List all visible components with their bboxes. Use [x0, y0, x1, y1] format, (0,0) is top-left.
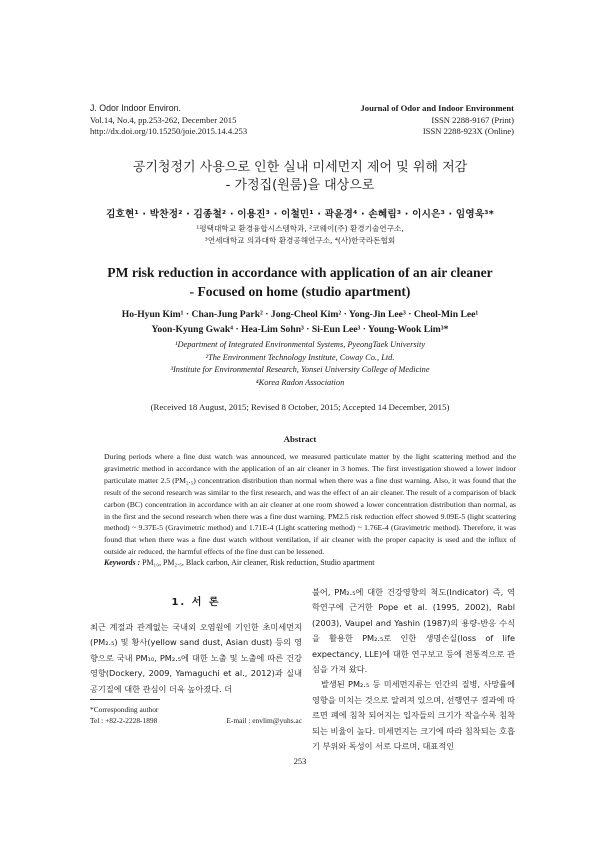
- english-authors-line2: Yoon-Kyung Gwak⁴ · Hea-Lim Sohn³ · Si-Eun Lee³ · Young-Wook Lim³*: [151, 324, 449, 335]
- corresponding-author-label: *Corresponding author: [90, 705, 159, 714]
- korean-affil-line2: ³연세대학교 의과대학 환경공해연구소, ⁴(사)한국라돈협회: [204, 236, 396, 245]
- korean-affil-line1: ¹평택대학교 환경융합시스템학과, ²코웨이(주) 환경기술연구소,: [196, 224, 404, 233]
- received-dates: (Received 18 August, 2015; Revised 8 October, 2015; Accepted 14 December, 2015): [150, 402, 450, 412]
- footnote: [90, 704, 302, 726]
- issn-print: ISSN 2288-9167 (Print): [431, 114, 514, 125]
- keywords-list: PM₁₀, PM₂.₅, Black carbon, Air cleaner, Risk reduction, Studio apartment: [142, 558, 375, 567]
- journal-full-name: Journal of Odor and Indoor Environment: [360, 103, 514, 113]
- english-authors: [0, 307, 600, 337]
- english-affil-2: ²The Environment Technology Institute, Coway Co., Ltd.: [205, 352, 395, 362]
- intro-left-paragraph: 최근 계절과 관계없는 국내외 오염원에 기인한 초미세먼지(PM₂.₅) 및 황사(yellow sand dust, Asian dust) 등의 영향으로 국내 PM₁₀, PM₂.₅에 대한 노출 및 노출에 따른 건강영향(Dockery, 2009, Yamaguchi et al., 2012)과 실내공기질에 대한 관심이 더욱 높아졌다. 더: [90, 622, 302, 694]
- corresponding-email[interactable]: E-mail : envlim@yuhs.ac: [226, 716, 302, 725]
- abstract-text: During periods where a fine dust watch was announced, we measured particulate matter by the light scattering method and the gravimetric method in accordance with the application of an air cleaner in 3 homes. The first investigation showed a lower indoor particulate matter 2.5 (PM₂.₅) concentration distribution than normal when there was a fine dust warning. Also, it was found that the result of the second research was similar to the first research, and was the effect of an air cleaner. The result of a comparison of black carbon (BC) concentration in accordance with an air cleaner at one room showed a lower concentration distribution than normal, as in the first and the second research when there was a fine dust warning. PM2.5 risk reduction effect showed 9.09E-5 (light scattering method) ~ 9.37E-5 (Gravimetric method) and 1.71E-4 (Light scattering method) ~ 1.76E-4 (Gravimetric method). Therefore, it was found that when there was a fine dust watch without ventilation, if air cleaner with the proper capacity is used and the influx of outside air reduced, the harmful effects of the fine dust can be lessened.: [104, 452, 516, 557]
- intro-right-paragraph-1: 불어, PM₂.₅에 대한 건강영향의 척도(Indicator) 즉, 역학연구에 근거한 Pope et al. (1995, 2002), Rabl (2003), Vaupel and Yashin (1987)의 용량-반응 수식을 활용한 PM₂.₅로 인한 생명손실(loss of life expectancy, LLE)에 대한 연구보고 등에 전통적으로 관심을 가져 왔다.: [312, 587, 515, 675]
- corresponding-tel: Tel : +82-2-2228-1898: [90, 716, 158, 725]
- english-affil-3: ³Institute for Environmental Research, Yonsei University College of Medicine: [170, 365, 430, 374]
- intro-right-paragraph-2: 발생된 PM₂.₅ 등 미세먼지류는 인간의 질병, 사망률에 영향을 미치는 것으로 알려져 있으며, 선행연구 결과에 따르면 폐에 침착 되어지는 입자들의 크기가 작을수록 침착되는 비율이 높다. 미세먼지는 크기에 따라 침착되는 호흡기 부위와 독성이 서로 다르며, 대표적인: [312, 679, 515, 752]
- english-title-line1: PM risk reduction in accordance with application of an air cleaner: [107, 265, 493, 280]
- english-affiliations: [0, 339, 600, 389]
- section-title: 1. 서 론: [171, 597, 221, 608]
- english-affil-1: ¹Department of Integrated Environmental Systems, PyeongTaek University: [174, 340, 426, 349]
- footnote-divider: [90, 699, 160, 700]
- english-title-line2: - Focused on home (studio apartment): [189, 284, 411, 299]
- header-right: [360, 103, 514, 138]
- body-right-column: [312, 585, 515, 754]
- keywords-label: Keywords :: [104, 558, 141, 567]
- english-title: [0, 263, 600, 301]
- abstract-heading: Abstract: [283, 434, 317, 444]
- english-affil-4: ⁴Korea Radon Association: [255, 377, 345, 387]
- english-authors-line1: Ho-Hyun Kim¹ · Chan-Jung Park² · Jong-Cheol Kim² · Yong-Jin Lee³ · Cheol-Min Lee¹: [121, 309, 479, 320]
- korean-authors: 김호현¹ · 박찬정² · 김종철² · 이용진³ · 이철민¹ · 곽윤경⁴ · 손혜림³ · 이시은³ · 임영욱³*: [106, 209, 494, 220]
- korean-affiliations: [0, 223, 600, 247]
- keywords: [104, 558, 516, 567]
- issn-online: ISSN 2288-923X (Online): [422, 126, 514, 136]
- doi-link[interactable]: http://dx.doi.org/10.15250/joie.2015.14.4.253: [90, 126, 248, 136]
- korean-title: [0, 159, 600, 195]
- journal-short-name: J. Odor Indoor Environ.: [90, 103, 181, 113]
- volume-info: Vol.14, No.4, pp.253-262, December 2015: [90, 114, 237, 125]
- header-left: [90, 103, 247, 138]
- body-left-column: [90, 593, 302, 697]
- page-number: 253: [293, 757, 307, 766]
- korean-title-line2: - 가정집(원룸)을 대상으로: [225, 178, 375, 193]
- korean-title-line1: 공기청정기 사용으로 인한 실내 미세먼지 제어 및 위해 저감: [132, 160, 468, 175]
